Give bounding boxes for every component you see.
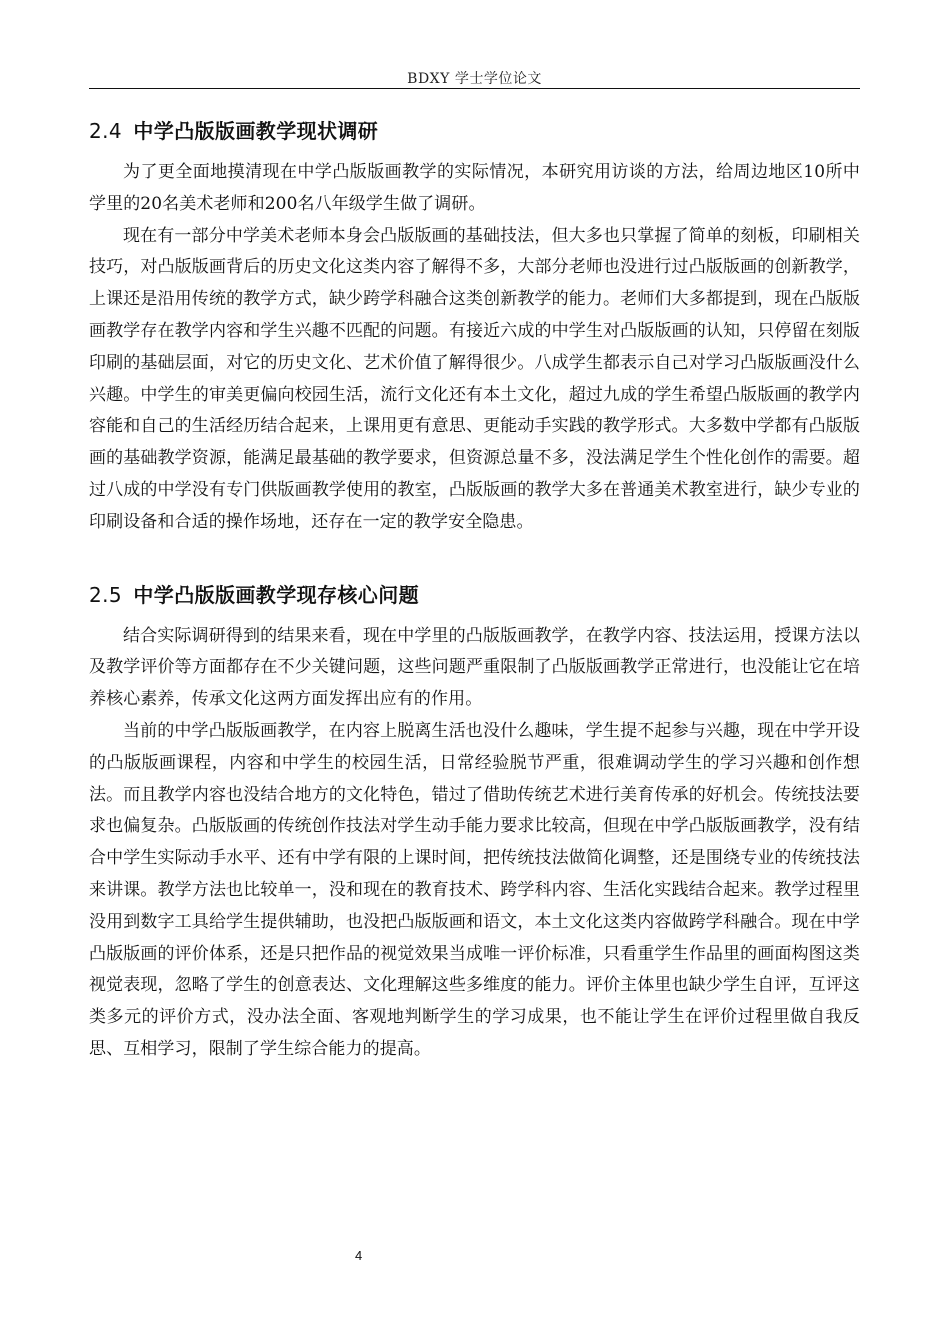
- section-2-4: [89, 115, 860, 539]
- page-number: 4: [355, 1248, 363, 1263]
- paragraph: 结合实际调研得到的结果来看，现在中学里的凸版版画教学，在教学内容、技法运用，授课方法以及教学评价等方面都存在不少关键问题，这些问题严重限制了凸版版画教学正常进行，也没能让它在培养核心素养，传承文化这两方面发挥出应有的作用。: [89, 625, 860, 710]
- section-heading: [89, 579, 860, 611]
- section-2-5: [89, 579, 860, 1066]
- paragraph: 为了更全面地摸清现在中学凸版版画教学的实际情况，本研究用访谈的方法，给周边地区10所中学里的20名美术老师和200名八年级学生做了调研。: [89, 162, 860, 214]
- header-rule: [89, 88, 860, 89]
- page-body: [89, 115, 860, 1066]
- paragraph: 现在有一部分中学美术老师本身会凸版版画的基础技法，但大多也只掌握了简单的刻板，印刷相关技巧，对凸版版画背后的历史文化这类内容了解得不多，大部分老师也没进行过凸版版画的创新教学，上课还是沿用传统的教学方式，缺少跨学科融合这类创新教学的能力。老师们大多都提到，现在凸版版画教学存在教学内容和学生兴趣不匹配的问题。有接近六成的中学生对凸版版画的认知，只停留在刻版印刷的基础层面，对它的历史文化、艺术价值了解得很少。八成学生都表示自己对学习凸版版画没什么兴趣。中学生的审美更偏向校园生活，流行文化还有本土文化，超过九成的学生希望凸版版画的教学内容能和自己的生活经历结合起来，上课用更有意思、更能动手实践的教学形式。大多数中学都有凸版版画的基础教学资源，能满足最基础的教学要求，但资源总量不多，没法满足学生个性化创作的需要。超过八成的中学没有专门供版画教学使用的教室，凸版版画的教学大多在普通美术教室进行，缺少专业的印刷设备和合适的操作场地，还存在一定的教学安全隐患。: [89, 225, 860, 532]
- section-number: 2.4: [89, 119, 123, 143]
- section-title: 中学凸版版画教学现存核心问题: [133, 582, 419, 607]
- section-heading: [89, 115, 860, 147]
- running-header: BDXY 学士学位论文: [407, 71, 542, 87]
- section-spacer: [89, 539, 860, 579]
- paragraph: 当前的中学凸版版画教学，在内容上脱离生活也没什么趣味，学生提不起参与兴趣，现在中学开设的凸版版画课程，内容和中学生的校园生活，日常经验脱节严重，很难调动学生的学习兴趣和创作想法。而且教学内容也没结合地方的文化特色，错过了借助传统艺术进行美育传承的好机会。传统技法要求也偏复杂。凸版版画的传统创作技法对学生动手能力要求比较高，但现在中学凸版版画教学，没有结合中学生实际动手水平、还有中学有限的上课时间，把传统技法做简化调整，还是围绕专业的传统技法来讲课。教学方法也比较单一，没和现在的教育技术、跨学科内容、生活化实践结合起来。教学过程里没用到数字工具给学生提供辅助，也没把凸版版画和语文，本土文化这类内容做跨学科融合。现在中学凸版版画的评价体系，还是只把作品的视觉效果当成唯一评价标准，只看重学生作品里的画面构图这类视觉表现，忽略了学生的创意表达、文化理解这些多维度的能力。评价主体里也缺少学生自评，互评这类多元的评价方式，没办法全面、客观地判断学生的学习成果，也不能让学生在评价过程里做自我反思、互相学习，限制了学生综合能力的提高。: [89, 720, 860, 1059]
- section-number: 2.5: [89, 582, 123, 607]
- section-title: 中学凸版版画教学现状调研: [133, 119, 379, 143]
